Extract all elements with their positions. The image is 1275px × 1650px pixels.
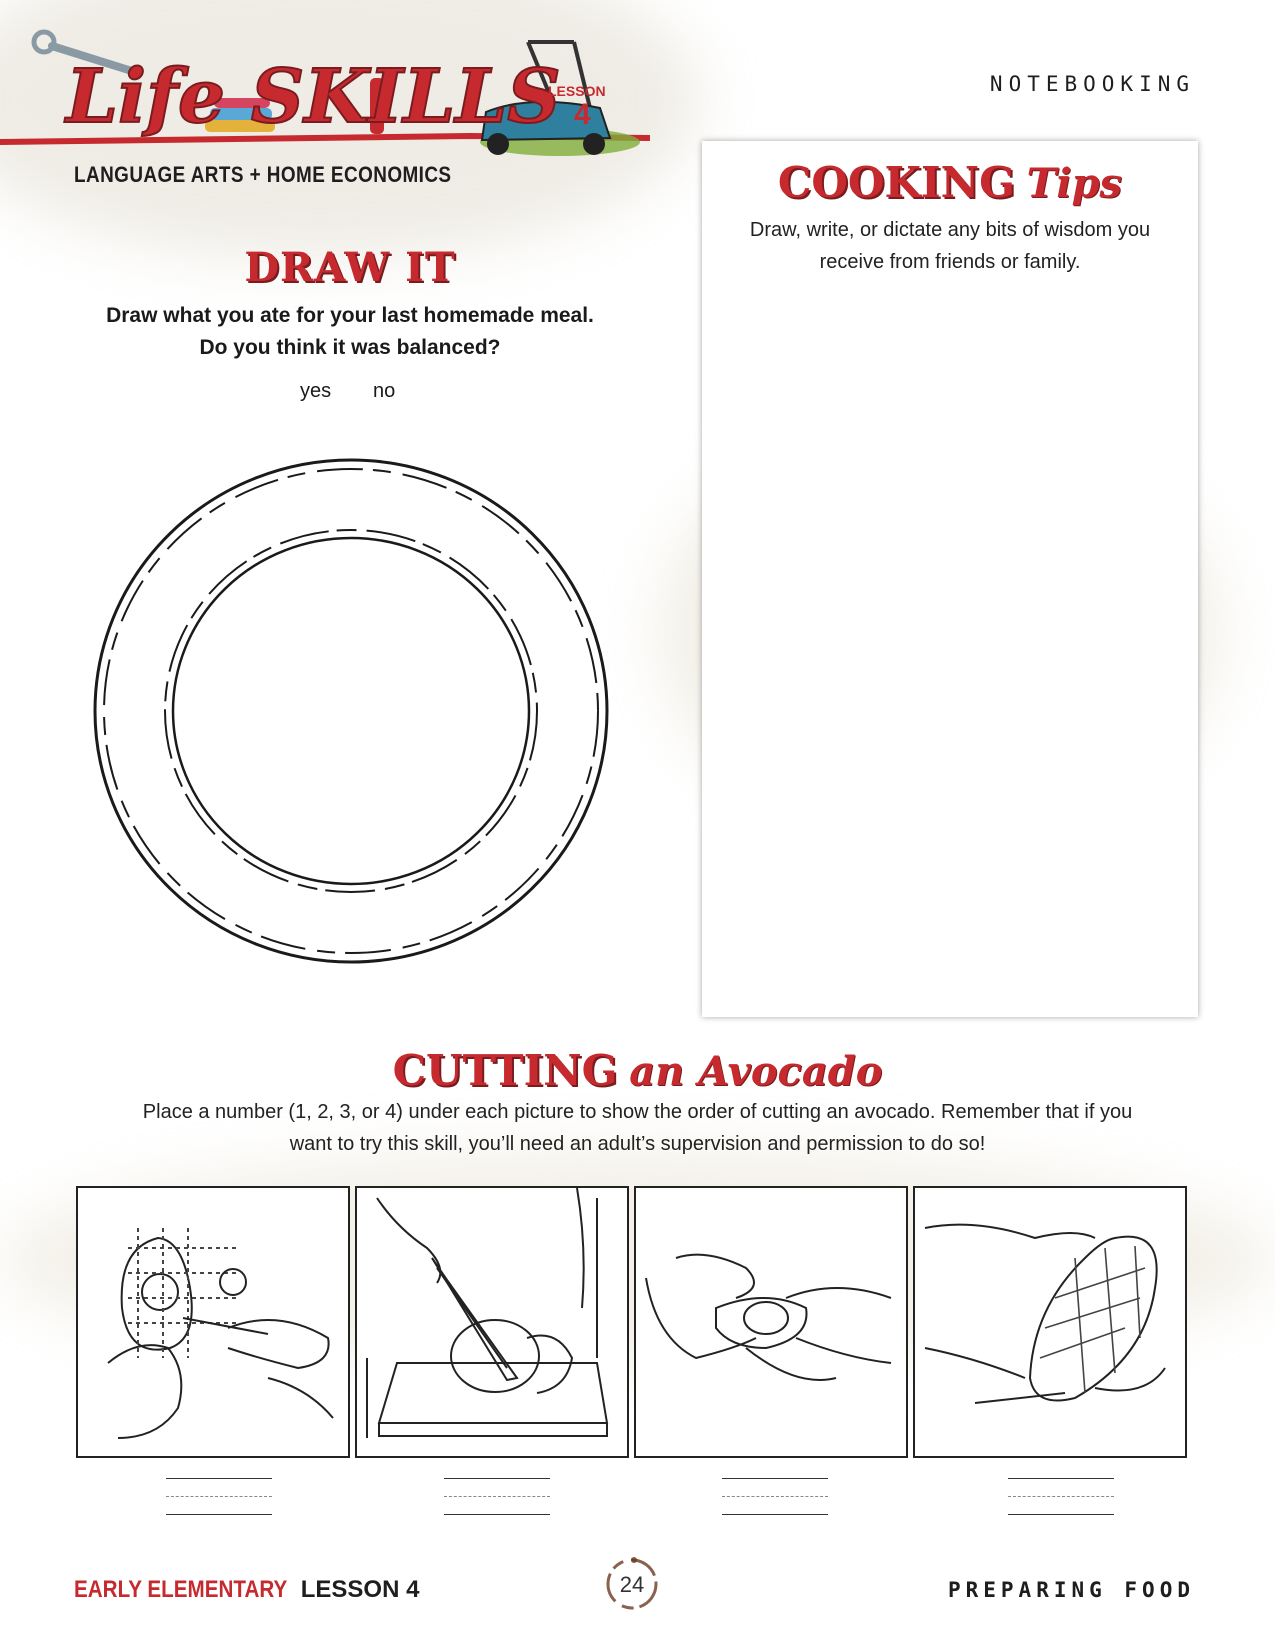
- instructions-line: want to try this skill, you’ll need an adult’s supervision and permission to do so!: [289, 1133, 986, 1155]
- avocado-title-script: an Avocado: [629, 1048, 883, 1095]
- footer-topic: PREPARING FOOD: [947, 1578, 1195, 1602]
- footer-level: EARLY ELEMENTARY: [74, 1576, 288, 1603]
- footer-lesson-info: [74, 1576, 419, 1604]
- avocado-panel-4: [913, 1186, 1187, 1458]
- cooking-tips-title: [702, 158, 1198, 207]
- question-line: Do you think it was balanced?: [199, 336, 501, 359]
- twisting-avocado-illustration: [636, 1188, 906, 1456]
- question-line: Draw what you ate for your last homemade meal.: [106, 304, 594, 327]
- scoring-avocado-illustration: [78, 1188, 348, 1456]
- life-skills-logo: [0, 20, 660, 170]
- footer-lesson: LESSON 4: [300, 1576, 420, 1603]
- answer-line-1[interactable]: [166, 1478, 272, 1514]
- avocado-panel-3: [634, 1186, 908, 1458]
- lesson-number: 4: [574, 98, 591, 131]
- instructions-line: Draw, write, or dictate any bits of wisdom you: [749, 219, 1151, 241]
- cooking-tips-instructions: [712, 214, 1188, 278]
- instructions-line: receive from friends or family.: [819, 251, 1081, 273]
- cooking-tips-title-script: Tips: [1026, 160, 1123, 207]
- option-yes[interactable]: yes: [300, 380, 332, 402]
- avocado-instructions: [70, 1096, 1205, 1160]
- lesson-label: LESSON: [548, 83, 606, 99]
- cooking-tips-title-main: COOKING: [777, 158, 1015, 207]
- page-number-text: 24: [619, 1572, 645, 1597]
- plate-drawing-area[interactable]: [90, 450, 620, 970]
- avocado-panel-2: [355, 1186, 629, 1458]
- draw-it-question: [60, 300, 640, 364]
- instructions-line: Place a number (1, 2, 3, or 4) under each picture to show the order of cutting an avocado. Remember that if you: [142, 1101, 1133, 1123]
- answer-line-2[interactable]: [444, 1478, 550, 1514]
- avocado-title-main: CUTTING: [392, 1046, 618, 1095]
- slicing-avocado-illustration: [357, 1188, 627, 1456]
- scooping-avocado-illustration: [915, 1188, 1185, 1456]
- avocado-title: [0, 1046, 1275, 1095]
- section-label: NOTEBOOKING: [989, 72, 1195, 96]
- draw-it-title: DRAW IT: [244, 244, 456, 291]
- answer-line-3[interactable]: [722, 1478, 828, 1514]
- answer-line-4[interactable]: [1008, 1478, 1114, 1514]
- page-number: [600, 1552, 664, 1616]
- avocado-panel-1: [76, 1186, 350, 1458]
- subject-label: LANGUAGE ARTS + HOME ECONOMICS: [74, 162, 452, 187]
- logo-text: Life SKILLS: [66, 54, 561, 140]
- option-no[interactable]: no: [373, 380, 396, 402]
